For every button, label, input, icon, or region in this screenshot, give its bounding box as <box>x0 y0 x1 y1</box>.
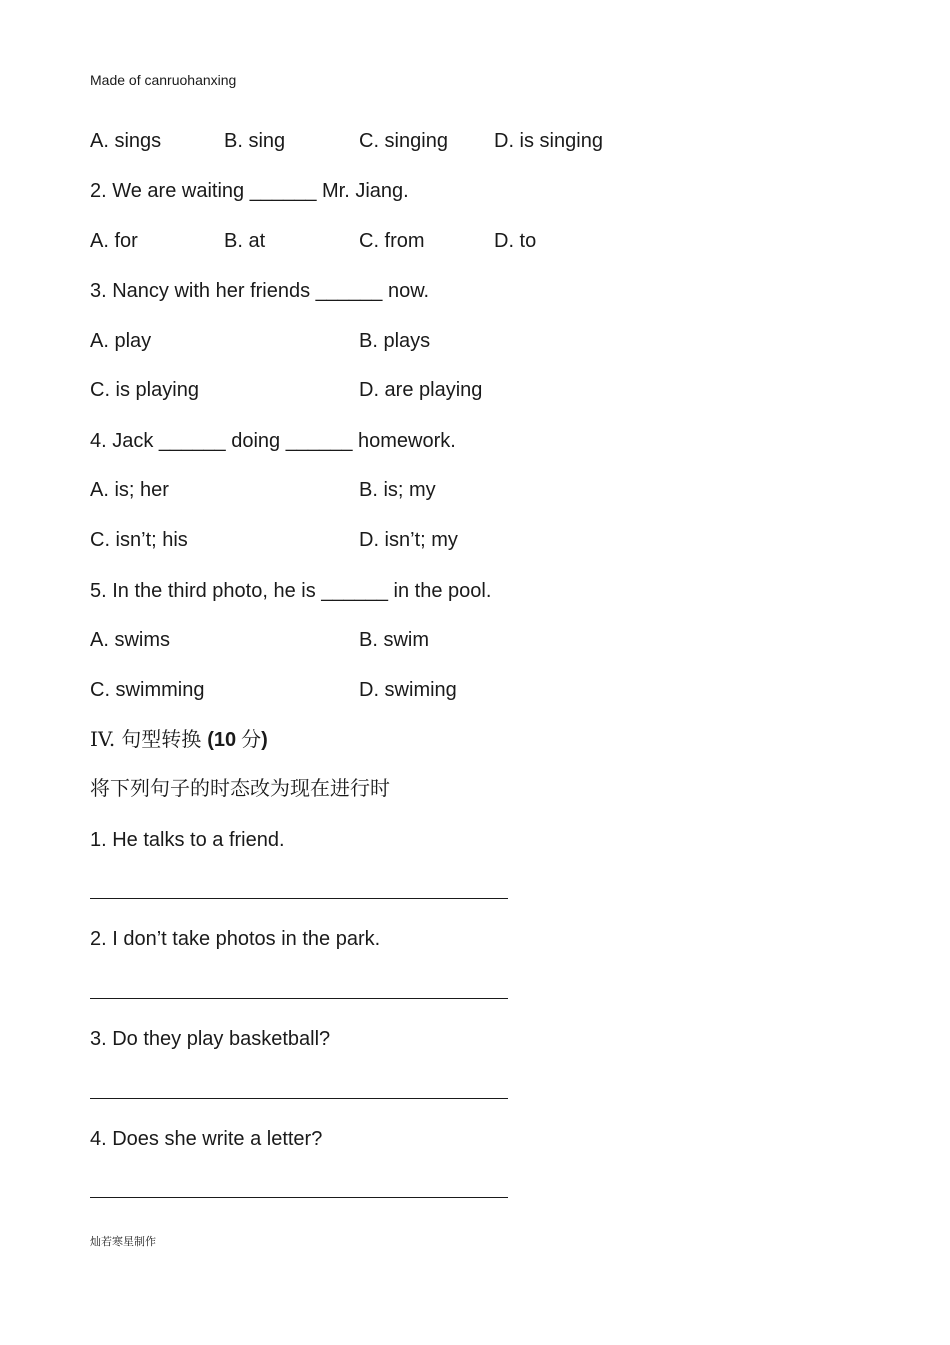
answer-line-2[interactable] <box>90 998 508 999</box>
question-text: 4. Jack ______ doing ______ homework. <box>90 430 456 452</box>
section-score-prefix: (10 <box>207 729 237 751</box>
option-b: B. swim <box>359 629 429 651</box>
option-d: D. swiming <box>359 679 457 701</box>
section-score-unit: 分 <box>241 727 262 751</box>
answer-line-3[interactable] <box>90 1098 508 1099</box>
option-a: A. is; her <box>90 479 169 501</box>
option-c: C. isn’t; his <box>90 529 188 551</box>
option-c: C. singing <box>359 130 448 152</box>
option-c: C. swimming <box>90 679 205 701</box>
option-b: B. sing <box>224 130 286 152</box>
section-title: 句型转换 <box>121 727 202 751</box>
option-c: C. is playing <box>90 379 199 401</box>
page-footer: 灿若寒星制作 <box>90 1235 156 1248</box>
sentence-1: 1. He talks to a friend. <box>90 829 285 851</box>
option-b: B. at <box>224 230 266 252</box>
option-c: C. from <box>359 230 425 252</box>
sentence-2: 2. I don’t take photos in the park. <box>90 928 381 950</box>
page-header: Made of canruohanxing <box>90 72 237 88</box>
option-a: A. sings <box>90 130 162 152</box>
section-numeral: IV. <box>90 727 116 751</box>
section-score-suffix: ) <box>261 729 268 751</box>
option-d: D. is singing <box>494 130 603 152</box>
option-a: A. for <box>90 230 138 252</box>
option-b: B. plays <box>359 330 431 352</box>
answer-line-1[interactable] <box>90 898 508 899</box>
sentence-3: 3. Do they play basketball? <box>90 1028 331 1050</box>
answer-line-4[interactable] <box>90 1197 508 1198</box>
question-text: 5. In the third photo, he is ______ in the pool. <box>90 580 492 602</box>
option-d: D. to <box>494 230 537 252</box>
section-4-heading <box>90 727 268 752</box>
option-d: D. isn’t; my <box>359 529 458 551</box>
option-a: A. play <box>90 330 152 352</box>
option-b: B. is; my <box>359 479 436 501</box>
question-text: 2. We are waiting ______ Mr. Jiang. <box>90 180 409 202</box>
sentence-4: 4. Does she write a letter? <box>90 1128 323 1150</box>
option-d: D. are playing <box>359 379 483 401</box>
question-text: 3. Nancy with her friends ______ now. <box>90 280 430 302</box>
option-a: A. swims <box>90 629 170 651</box>
section-4-instruction: 将下列句子的时态改为现在进行时 <box>90 776 390 800</box>
